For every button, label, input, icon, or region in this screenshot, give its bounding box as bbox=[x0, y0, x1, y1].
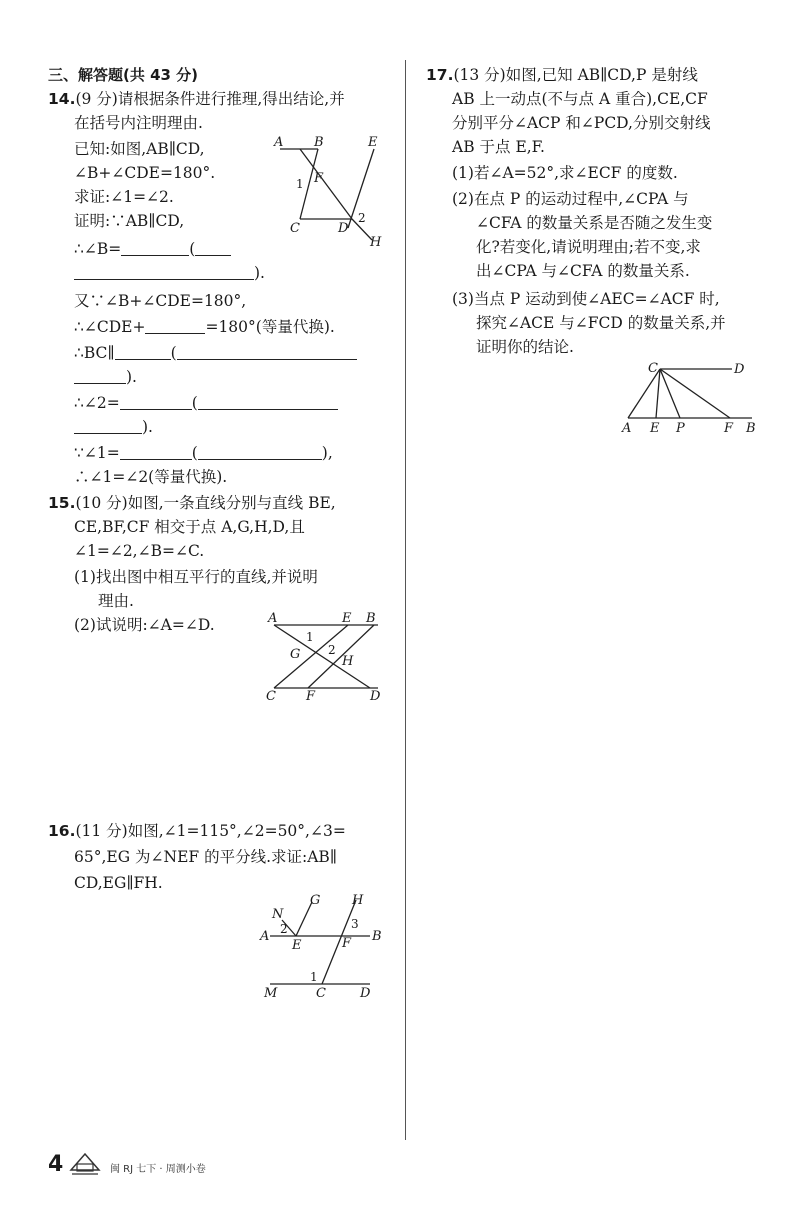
q17-part-2-cont-2: 化?若变化,请说明理由;若不变,求 bbox=[476, 238, 701, 256]
figure-label: E bbox=[292, 938, 302, 953]
reason-blank[interactable] bbox=[177, 343, 357, 360]
q14-step-4-reason: ). bbox=[74, 366, 137, 388]
q14-number: 14. bbox=[48, 90, 76, 108]
figure-label: D bbox=[360, 986, 371, 1001]
figure-label: H bbox=[370, 235, 382, 250]
q14-proof-start: 证明:∵AB∥CD, bbox=[74, 212, 185, 230]
q14-line-1: 14.(9 分)请根据条件进行推理,得出结论,并 bbox=[48, 90, 345, 108]
figure-label: A bbox=[622, 421, 632, 436]
figure-label: E bbox=[368, 135, 378, 150]
figure-label: E bbox=[650, 421, 660, 436]
q15-part-2: (2)试说明:∠A=∠D. bbox=[74, 616, 215, 634]
q17-number: 17. bbox=[426, 66, 454, 84]
answer-blank[interactable] bbox=[115, 343, 171, 360]
q14-step-5: ∴∠2= ( bbox=[74, 392, 338, 414]
q17-line-3: 分别平分∠ACP 和∠PCD,分别交射线 bbox=[452, 114, 711, 132]
reason-blank[interactable] bbox=[198, 443, 322, 460]
figure-label: N bbox=[272, 907, 284, 922]
figure-label: A bbox=[274, 135, 284, 150]
q16-line-2: 65°,EG 为∠NEF 的平分线.求证:AB∥ bbox=[74, 848, 337, 866]
q14-step-3: ∴∠CDE+ =180°(等量代换). bbox=[74, 318, 335, 336]
q15-figure bbox=[262, 608, 392, 704]
q17-part-1: (1)若∠A=52°,求∠ECF 的度数. bbox=[452, 164, 678, 182]
q17-line-1: 17.(13 分)如图,已知 AB∥CD,P 是射线 bbox=[426, 66, 698, 84]
q15-part-1-cont: 理由. bbox=[98, 592, 134, 610]
q14-given-2: ∠B+∠CDE=180°. bbox=[74, 164, 216, 182]
figure-label: 2 bbox=[358, 211, 366, 225]
q16-number: 16. bbox=[48, 822, 76, 840]
q15-part-1: (1)找出图中相互平行的直线,并说明 bbox=[74, 568, 318, 586]
reason-blank[interactable] bbox=[198, 393, 338, 410]
page-number: 4 bbox=[48, 1152, 64, 1177]
figure-label: P bbox=[676, 421, 685, 436]
figure-label: 1 bbox=[306, 630, 314, 644]
q14-given-1: 已知:如图,AB∥CD, bbox=[74, 140, 205, 158]
figure-label: A bbox=[260, 929, 270, 944]
figure-label: D bbox=[370, 689, 381, 704]
q14-line-2: 在括号内注明理由. bbox=[74, 114, 203, 132]
q16-figure bbox=[256, 892, 386, 1002]
q17-part-2: (2)在点 P 的运动过程中,∠CPA 与 bbox=[452, 190, 689, 208]
q15-line-3: ∠1=∠2,∠B=∠C. bbox=[74, 542, 205, 560]
figure-label: F bbox=[342, 936, 352, 951]
column-divider bbox=[405, 60, 406, 1140]
figure-label: E bbox=[342, 611, 352, 626]
figure-label: F bbox=[306, 689, 316, 704]
figure-label: C bbox=[648, 361, 658, 376]
section-title: 三、解答题(共 43 分) bbox=[48, 66, 199, 84]
q14-step-1: ∴∠B= ( bbox=[74, 238, 231, 260]
figure-label: 1 bbox=[310, 970, 318, 984]
figure-label: C bbox=[266, 689, 276, 704]
figure-label: A bbox=[268, 611, 278, 626]
figure-label: H bbox=[342, 654, 354, 669]
q14-prove: 求证:∠1=∠2. bbox=[74, 188, 174, 206]
q14-step-5-reason: ). bbox=[74, 416, 153, 438]
q17-part-2-cont-3: 出∠CPA 与∠CFA 的数量关系. bbox=[476, 262, 690, 280]
q17-line-4: AB 于点 E,F. bbox=[452, 138, 545, 156]
answer-blank[interactable] bbox=[121, 239, 189, 256]
figure-label: G bbox=[310, 893, 321, 908]
publisher-logo-icon bbox=[68, 1150, 102, 1176]
figure-label: D bbox=[734, 362, 745, 377]
figure-label: 3 bbox=[351, 917, 359, 931]
q16-line-3: CD,EG∥FH. bbox=[74, 874, 163, 892]
figure-label: C bbox=[316, 986, 326, 1001]
figure-label: B bbox=[366, 611, 376, 626]
q17-part-3: (3)当点 P 运动到使∠AEC=∠ACF 时, bbox=[452, 290, 720, 308]
q15-number: 15. bbox=[48, 494, 76, 512]
figure-label: 2 bbox=[280, 922, 288, 936]
q14-figure bbox=[270, 132, 390, 252]
answer-blank[interactable] bbox=[120, 393, 192, 410]
answer-blank[interactable] bbox=[120, 443, 192, 460]
figure-label: G bbox=[290, 647, 301, 662]
reason-blank[interactable] bbox=[195, 239, 231, 256]
q14-step-4: ∴BC∥ ( bbox=[74, 342, 357, 364]
figure-label: B bbox=[314, 135, 324, 150]
figure-label: D bbox=[338, 221, 349, 236]
figure-label: 1 bbox=[296, 177, 304, 191]
reason-blank[interactable] bbox=[74, 263, 254, 280]
q14-step-6: ∵∠1= ( ), bbox=[74, 444, 333, 462]
figure-label: C bbox=[290, 221, 300, 236]
footer-text: 闽 RJ 七下 · 周测小卷 bbox=[110, 1164, 206, 1175]
q15-line-2: CE,BF,CF 相交于点 A,G,H,D,且 bbox=[74, 518, 305, 536]
q15-line-1: 15.(10 分)如图,一条直线分别与直线 BE, bbox=[48, 494, 336, 512]
q17-line-2: AB 上一动点(不与点 A 重合),CE,CF bbox=[452, 90, 708, 108]
answer-blank[interactable] bbox=[145, 317, 205, 334]
reason-blank[interactable] bbox=[74, 367, 126, 384]
q14-conclusion: ∴∠1=∠2(等量代换). bbox=[74, 468, 228, 486]
q17-figure bbox=[616, 358, 766, 438]
figure-label: F bbox=[724, 421, 734, 436]
figure-label: B bbox=[372, 929, 382, 944]
q16-line-1: 16.(11 分)如图,∠1=115°,∠2=50°,∠3= bbox=[48, 822, 346, 840]
figure-label: H bbox=[352, 893, 364, 908]
figure-label: M bbox=[264, 986, 278, 1001]
figure-label: F bbox=[314, 171, 324, 186]
q14-step-1-reason: ). bbox=[74, 262, 265, 284]
reason-blank[interactable] bbox=[74, 417, 142, 434]
q17-part-3-cont-2: 证明你的结论. bbox=[476, 338, 574, 356]
q14-step-2: 又∵∠B+∠CDE=180°, bbox=[74, 292, 247, 310]
q17-part-3-cont-1: 探究∠ACE 与∠FCD 的数量关系,并 bbox=[476, 314, 726, 332]
q17-part-2-cont-1: ∠CFA 的数量关系是否随之发生变 bbox=[476, 214, 713, 232]
figure-label: 2 bbox=[328, 643, 336, 657]
figure-label: B bbox=[746, 421, 756, 436]
